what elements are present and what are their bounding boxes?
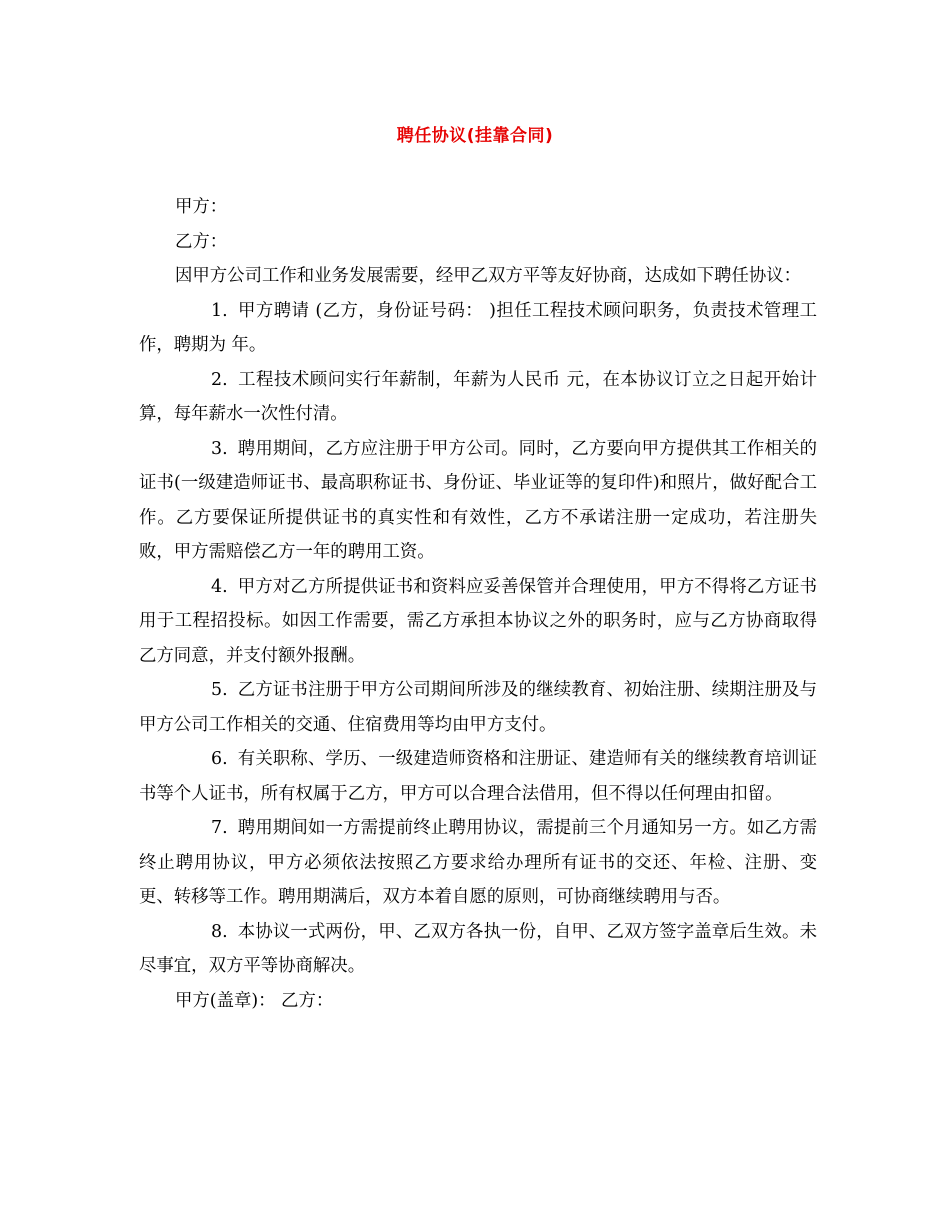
document-body — [139, 190, 817, 1018]
intro-paragraph: 因甲方公司工作和业务发展需要，经甲乙双方平等友好协商，达成如下聘任协议： — [175, 266, 802, 286]
clause-text: 聘用期间如一方需提前终止聘用协议，需提前三个月通知另一方。如乙方需终止聘用协议，甲方必须依法按照乙方要求给办理所有证书的交还、年检、注册、变更、转移等工作。聘用期满后，双方本着自愿的原则，可协商继续聘用与否。 — [139, 818, 817, 907]
clause-text: 乙方证书注册于甲方公司期间所涉及的继续教育、初始注册、续期注册及与甲方公司工作相关的交通、住宿费用等均由甲方支付。 — [139, 680, 817, 735]
document-title: 聘任协议(挂靠合同) — [396, 126, 554, 146]
clause-5 — [139, 673, 817, 742]
clause-number: 2. — [211, 369, 228, 390]
clause-number: 7. — [211, 818, 228, 838]
clause-text: 甲方对乙方所提供证书和资料应妥善保管并合理使用，甲方不得将乙方证书用于工程招投标。如因工作需要，需乙方承担本协议之外的职务时，应与乙方协商取得乙方同意，并支付额外报酬。 — [139, 576, 817, 666]
clause-number: 5. — [211, 680, 228, 700]
clause-number: 4. — [211, 576, 228, 597]
clause-text: 本协议一式两份，甲、乙双方各执一份，自甲、乙双方签字盖章后生效。未尽事宜，双方平等协商解决。 — [139, 921, 817, 976]
clause-7 — [139, 811, 817, 915]
party-b-line: 乙方： — [175, 231, 228, 252]
clause-number: 8. — [211, 921, 228, 942]
clause-number: 1. — [211, 300, 228, 321]
signature-line: 甲方(盖章)： 乙方： — [175, 990, 334, 1011]
clause-1 — [139, 294, 817, 363]
clause-text: 聘用期间，乙方应注册于甲方公司。同时，乙方要向甲方提供其工作相关的证书(一级建造师证书、最高职称证书、身份证、毕业证等的复印件)和照片，做好配合工作。乙方要保证所提供证书的真实性和有效性，乙方不承诺注册一定成功，若注册失败，甲方需赔偿乙方一年的聘用工资。 — [139, 438, 817, 562]
clause-2 — [139, 363, 817, 432]
clause-4 — [139, 570, 817, 674]
clause-number: 6. — [211, 749, 228, 769]
clause-number: 3. — [211, 438, 228, 459]
clause-3 — [139, 432, 817, 570]
clause-8 — [139, 915, 817, 984]
clause-text: 甲方聘请 (乙方，身份证号码： )担任工程技术顾问职务，负责技术管理工作，聘期为 年。 — [139, 300, 817, 355]
party-a-line: 甲方： — [175, 197, 228, 217]
clause-text: 工程技术顾问实行年薪制，年薪为人民币 元，在本协议订立之日起开始计算，每年薪水一次性付清。 — [139, 369, 817, 424]
clause-6 — [139, 742, 817, 811]
clause-text: 有关职称、学历、一级建造师资格和注册证、建造师有关的继续教育培训证书等个人证书，所有权属于乙方，甲方可以合理合法借用，但不得以任何理由扣留。 — [139, 749, 817, 804]
